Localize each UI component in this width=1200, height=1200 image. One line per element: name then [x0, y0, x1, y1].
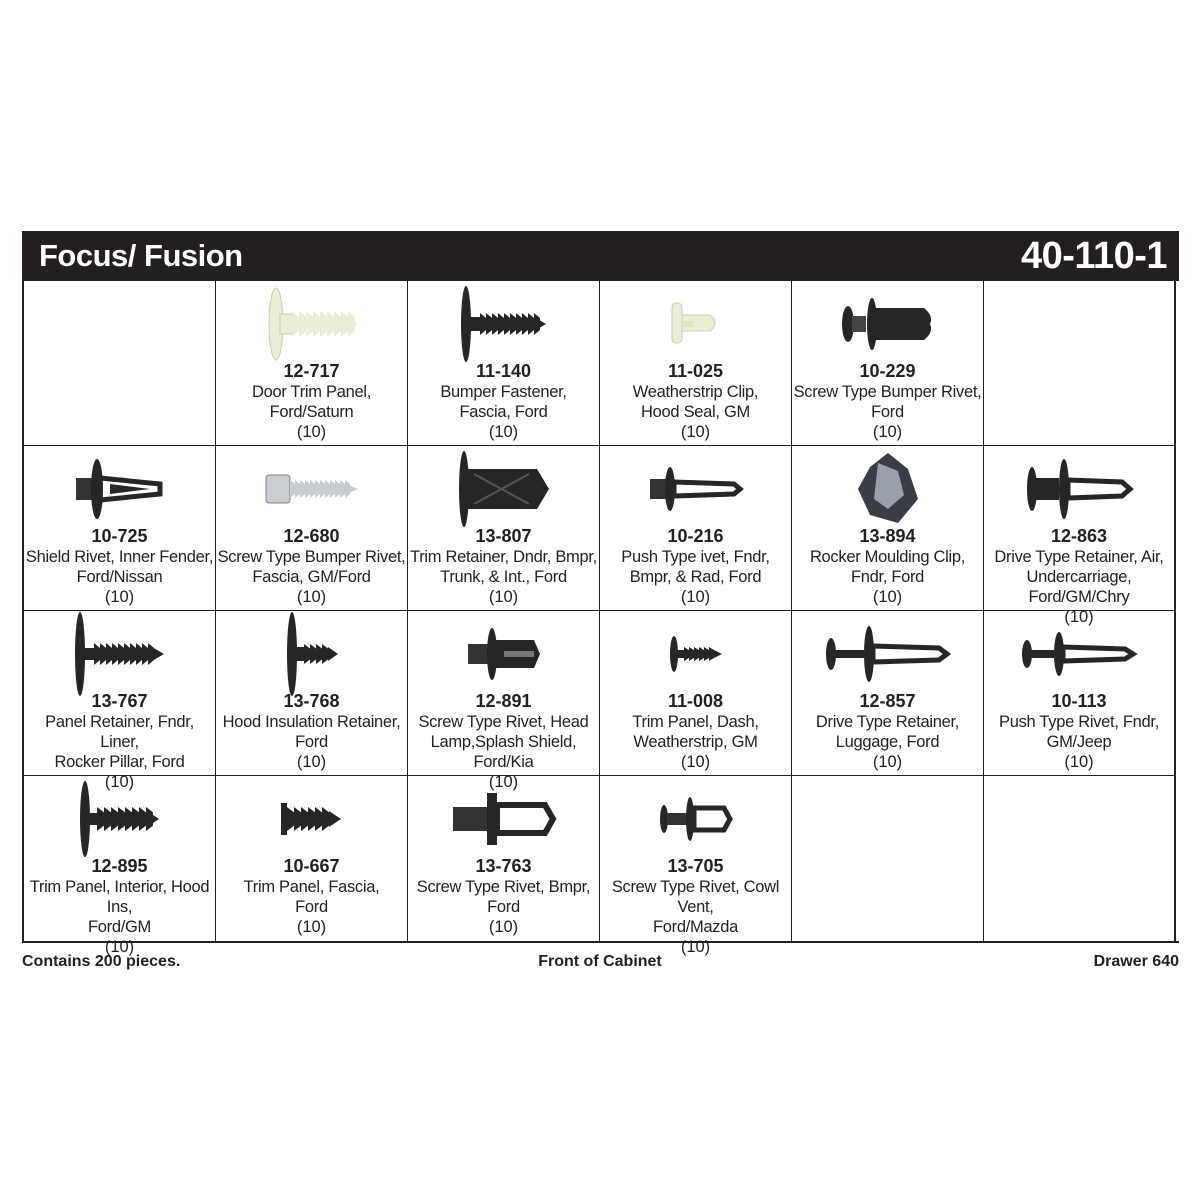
parts-chart [22, 231, 1179, 956]
fir-tree-clip-icon [216, 778, 407, 860]
luggage-retainer-icon [792, 613, 983, 695]
part-cell [600, 611, 792, 776]
part-text [408, 526, 599, 607]
parts-grid [22, 281, 1179, 956]
part-text [216, 691, 407, 772]
kit-number: 40-110-1 [1020, 235, 1167, 277]
part-quantity: (10) [104, 773, 135, 791]
empty-cell [984, 776, 1176, 941]
part-text [792, 526, 983, 607]
part-text [216, 856, 407, 937]
part-quantity: (10) [680, 753, 711, 771]
part-description: Hood Insulation Retainer, Ford [222, 713, 401, 751]
chart-header [22, 231, 1179, 281]
part-quantity: (10) [680, 938, 711, 956]
part-number: 10-216 [667, 526, 724, 546]
part-description: Door Trim Panel, Ford/Saturn [252, 383, 371, 421]
part-quantity: (10) [104, 938, 135, 956]
part-quantity: (10) [488, 588, 519, 606]
empty-cell [984, 281, 1176, 446]
part-description: Bumper Fastener, Fascia, Ford [440, 383, 567, 421]
part-quantity: (10) [1064, 753, 1094, 771]
empty-cell [792, 776, 984, 941]
part-text [216, 361, 407, 442]
hex-screw-icon [216, 448, 407, 530]
part-number: 10-229 [859, 361, 916, 381]
part-number: 12-717 [283, 361, 340, 381]
part-number: 11-140 [475, 361, 532, 381]
part-cell [408, 281, 600, 446]
part-quantity: (10) [296, 423, 327, 441]
drive-retainer-icon [984, 448, 1174, 530]
part-description: Screw Type Rivet, Bmpr, Ford [416, 878, 591, 916]
part-description: Screw Type Rivet, Head Lamp,Splash Shield, Ford/Kia [418, 713, 589, 771]
part-cell [408, 776, 600, 941]
part-number: 13-767 [91, 691, 148, 711]
part-quantity: (10) [680, 588, 711, 606]
part-cell [600, 446, 792, 611]
part-description: Push Type Rivet, Fndr, GM/Jeep [998, 713, 1159, 751]
small-tree-fastener-icon [600, 613, 791, 695]
part-description: Push Type ivet, Fndr, Bmpr, & Rad, Ford [621, 548, 770, 586]
part-cell [216, 446, 408, 611]
part-description: Drive Type Retainer, Luggage, Ford [815, 713, 960, 751]
part-description: Drive Type Retainer, Air, Undercarriage, Ford/GM/Chry [994, 548, 1164, 606]
part-description: Screw Type Bumper Rivet, Fascia, GM/Ford [217, 548, 406, 586]
part-text [408, 361, 599, 442]
bumper-screw-rivet-icon [408, 778, 599, 860]
part-text [24, 526, 215, 607]
part-number: 13-807 [475, 526, 532, 546]
part-quantity: (10) [872, 423, 903, 441]
part-quantity: (10) [296, 918, 327, 936]
part-number: 13-705 [667, 856, 724, 876]
part-number: 13-894 [859, 526, 916, 546]
part-cell [216, 281, 408, 446]
screw-rivet-icon [408, 613, 599, 695]
part-number: 12-863 [1050, 526, 1108, 546]
part-description: Trim Panel, Dash, Weatherstrip, GM [632, 713, 759, 751]
tree-fastener-white-icon [216, 283, 407, 365]
part-number: 11-008 [667, 691, 724, 711]
part-cell [24, 611, 216, 791]
part-cell [600, 281, 792, 446]
part-quantity: (10) [872, 588, 903, 606]
insulation-retainer-icon [216, 613, 407, 695]
part-quantity: (10) [488, 773, 519, 791]
part-description: Screw Type Rivet, Cowl Vent, Ford/Mazda [611, 878, 780, 936]
part-cell [24, 776, 216, 956]
part-text [792, 691, 983, 772]
part-cell [600, 776, 792, 956]
part-quantity: (10) [488, 918, 519, 936]
part-cell [792, 446, 984, 611]
tree-fastener-icon [408, 283, 599, 365]
shield-rivet-icon [24, 448, 215, 530]
part-number: 12-895 [91, 856, 148, 876]
part-text [792, 361, 983, 442]
part-cell [792, 611, 984, 776]
part-cell [984, 446, 1176, 626]
piece-count: Contains 200 pieces. [22, 953, 181, 970]
cabinet-front-label: Front of Cabinet [538, 953, 662, 970]
part-quantity: (10) [1064, 608, 1094, 626]
bumper-rivet-icon [792, 283, 983, 365]
part-quantity: (10) [104, 588, 135, 606]
part-text [600, 526, 791, 607]
part-cell [216, 776, 408, 941]
part-quantity: (10) [296, 753, 327, 771]
chart-title: Focus/ Fusion [39, 238, 243, 273]
part-text [24, 856, 215, 957]
panel-retainer-icon [24, 613, 215, 695]
part-number: 12-680 [283, 526, 340, 546]
part-text [600, 691, 791, 772]
part-number: 13-768 [283, 691, 340, 711]
part-cell [216, 611, 408, 776]
push-rivet-icon [600, 448, 791, 530]
part-text [408, 856, 599, 937]
part-number: 10-667 [283, 856, 340, 876]
weatherstrip-clip-icon [600, 283, 791, 365]
part-cell [24, 446, 216, 611]
part-quantity: (10) [488, 423, 519, 441]
part-number: 12-891 [475, 691, 532, 711]
part-number: 10-725 [91, 526, 148, 546]
push-type-rivet-icon [984, 613, 1174, 695]
cowl-vent-rivet-icon [600, 778, 791, 860]
empty-cell [24, 281, 216, 446]
drawer-number: Drawer 640 [1093, 953, 1179, 970]
part-description: Screw Type Bumper Rivet, Ford [793, 383, 982, 421]
part-description: Shield Rivet, Inner Fender, Ford/Nissan [25, 548, 214, 586]
part-cell [408, 446, 600, 611]
part-description: Rocker Moulding Clip, Fndr, Ford [809, 548, 966, 586]
trim-panel-fastener-icon [24, 778, 215, 860]
part-cell [408, 611, 600, 791]
part-cell [792, 281, 984, 446]
part-quantity: (10) [872, 753, 903, 771]
part-text [984, 691, 1174, 772]
part-number: 10-113 [1051, 691, 1107, 711]
part-text [216, 526, 407, 607]
part-description: Trim Panel, Fascia, Ford [243, 878, 380, 916]
part-number: 12-857 [859, 691, 916, 711]
part-quantity: (10) [680, 423, 711, 441]
part-description: Trim Retainer, Dndr, Bmpr, Trunk, & Int., Ford [410, 548, 597, 586]
part-text [600, 361, 791, 442]
part-cell [984, 611, 1176, 776]
moulding-clip-icon [792, 448, 983, 530]
part-description: Trim Panel, Interior, Hood Ins, Ford/GM [29, 878, 210, 936]
part-quantity: (10) [296, 588, 327, 606]
trim-retainer-icon [408, 448, 599, 530]
part-number: 13-763 [475, 856, 532, 876]
part-description: Weatherstrip Clip, Hood Seal, GM [632, 383, 759, 421]
part-text [600, 856, 791, 957]
part-number: 11-025 [667, 361, 724, 381]
part-description: Panel Retainer, Fndr, Liner, Rocker Pillar, Ford [45, 713, 194, 771]
